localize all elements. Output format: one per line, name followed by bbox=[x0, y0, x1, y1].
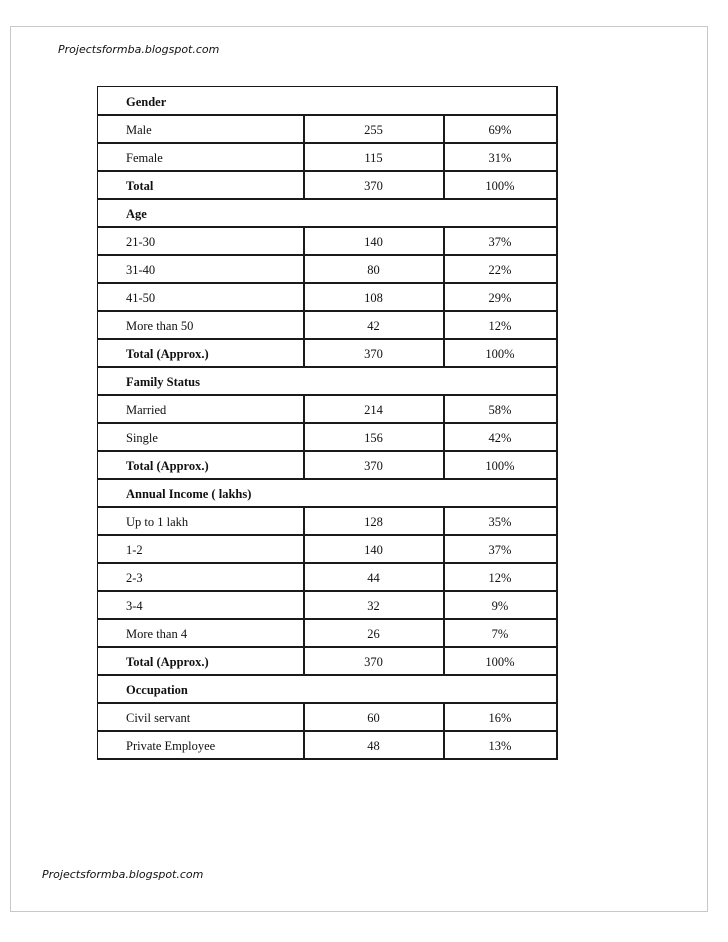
row-label: 1-2 bbox=[98, 535, 304, 563]
total-row bbox=[98, 339, 557, 367]
table-row bbox=[98, 423, 557, 451]
row-percent: 12% bbox=[444, 311, 557, 339]
row-count: 108 bbox=[304, 283, 444, 311]
total-row bbox=[98, 451, 557, 479]
table-body bbox=[98, 87, 557, 759]
row-label: 21-30 bbox=[98, 227, 304, 255]
row-label: Private Employee bbox=[98, 731, 304, 759]
row-percent: 13% bbox=[444, 731, 557, 759]
row-label: Total (Approx.) bbox=[98, 647, 304, 675]
section-row bbox=[98, 87, 557, 115]
row-percent: 29% bbox=[444, 283, 557, 311]
table-row bbox=[98, 395, 557, 423]
table-row bbox=[98, 731, 557, 759]
row-count: 42 bbox=[304, 311, 444, 339]
row-label: Male bbox=[98, 115, 304, 143]
row-label: Up to 1 lakh bbox=[98, 507, 304, 535]
row-percent: 69% bbox=[444, 115, 557, 143]
total-row bbox=[98, 171, 557, 199]
row-count: 32 bbox=[304, 591, 444, 619]
row-label: 41-50 bbox=[98, 283, 304, 311]
section-heading: Age bbox=[98, 199, 557, 227]
section-heading: Annual Income ( lakhs) bbox=[98, 479, 557, 507]
section-row bbox=[98, 675, 557, 703]
table-row bbox=[98, 535, 557, 563]
page-header: Projectsformba.blogspot.com bbox=[58, 43, 220, 56]
row-count: 370 bbox=[304, 339, 444, 367]
table-row bbox=[98, 255, 557, 283]
section-heading: Occupation bbox=[98, 675, 557, 703]
row-percent: 58% bbox=[444, 395, 557, 423]
row-count: 60 bbox=[304, 703, 444, 731]
row-label: Total (Approx.) bbox=[98, 339, 304, 367]
row-percent: 100% bbox=[444, 647, 557, 675]
row-label: Single bbox=[98, 423, 304, 451]
row-count: 214 bbox=[304, 395, 444, 423]
row-count: 370 bbox=[304, 171, 444, 199]
row-percent: 16% bbox=[444, 703, 557, 731]
row-percent: 100% bbox=[444, 171, 557, 199]
table-row bbox=[98, 619, 557, 647]
table-row bbox=[98, 143, 557, 171]
row-count: 115 bbox=[304, 143, 444, 171]
row-percent: 12% bbox=[444, 563, 557, 591]
row-count: 370 bbox=[304, 451, 444, 479]
row-label: Civil servant bbox=[98, 703, 304, 731]
row-count: 44 bbox=[304, 563, 444, 591]
table-row bbox=[98, 703, 557, 731]
row-label: Female bbox=[98, 143, 304, 171]
row-percent: 100% bbox=[444, 339, 557, 367]
row-count: 156 bbox=[304, 423, 444, 451]
row-count: 140 bbox=[304, 535, 444, 563]
table-row bbox=[98, 507, 557, 535]
row-label: Total bbox=[98, 171, 304, 199]
row-label: Total (Approx.) bbox=[98, 451, 304, 479]
table-row bbox=[98, 227, 557, 255]
table-row bbox=[98, 563, 557, 591]
row-percent: 37% bbox=[444, 227, 557, 255]
page-footer: Projectsformba.blogspot.com bbox=[42, 868, 204, 881]
row-count: 140 bbox=[304, 227, 444, 255]
row-label: Married bbox=[98, 395, 304, 423]
row-label: 2-3 bbox=[98, 563, 304, 591]
section-row bbox=[98, 479, 557, 507]
row-label: 31-40 bbox=[98, 255, 304, 283]
row-count: 48 bbox=[304, 731, 444, 759]
row-percent: 31% bbox=[444, 143, 557, 171]
section-heading: Gender bbox=[98, 87, 557, 115]
row-percent: 100% bbox=[444, 451, 557, 479]
row-percent: 37% bbox=[444, 535, 557, 563]
row-count: 26 bbox=[304, 619, 444, 647]
row-count: 255 bbox=[304, 115, 444, 143]
row-percent: 35% bbox=[444, 507, 557, 535]
row-count: 80 bbox=[304, 255, 444, 283]
section-row bbox=[98, 199, 557, 227]
row-percent: 42% bbox=[444, 423, 557, 451]
table-row bbox=[98, 115, 557, 143]
row-percent: 22% bbox=[444, 255, 557, 283]
row-percent: 9% bbox=[444, 591, 557, 619]
total-row bbox=[98, 647, 557, 675]
table-row bbox=[98, 591, 557, 619]
row-label: 3-4 bbox=[98, 591, 304, 619]
section-heading: Family Status bbox=[98, 367, 557, 395]
row-count: 370 bbox=[304, 647, 444, 675]
row-label: More than 4 bbox=[98, 619, 304, 647]
table-row bbox=[98, 283, 557, 311]
row-percent: 7% bbox=[444, 619, 557, 647]
demographics-table bbox=[97, 86, 558, 760]
table-row bbox=[98, 311, 557, 339]
row-label: More than 50 bbox=[98, 311, 304, 339]
section-row bbox=[98, 367, 557, 395]
row-count: 128 bbox=[304, 507, 444, 535]
